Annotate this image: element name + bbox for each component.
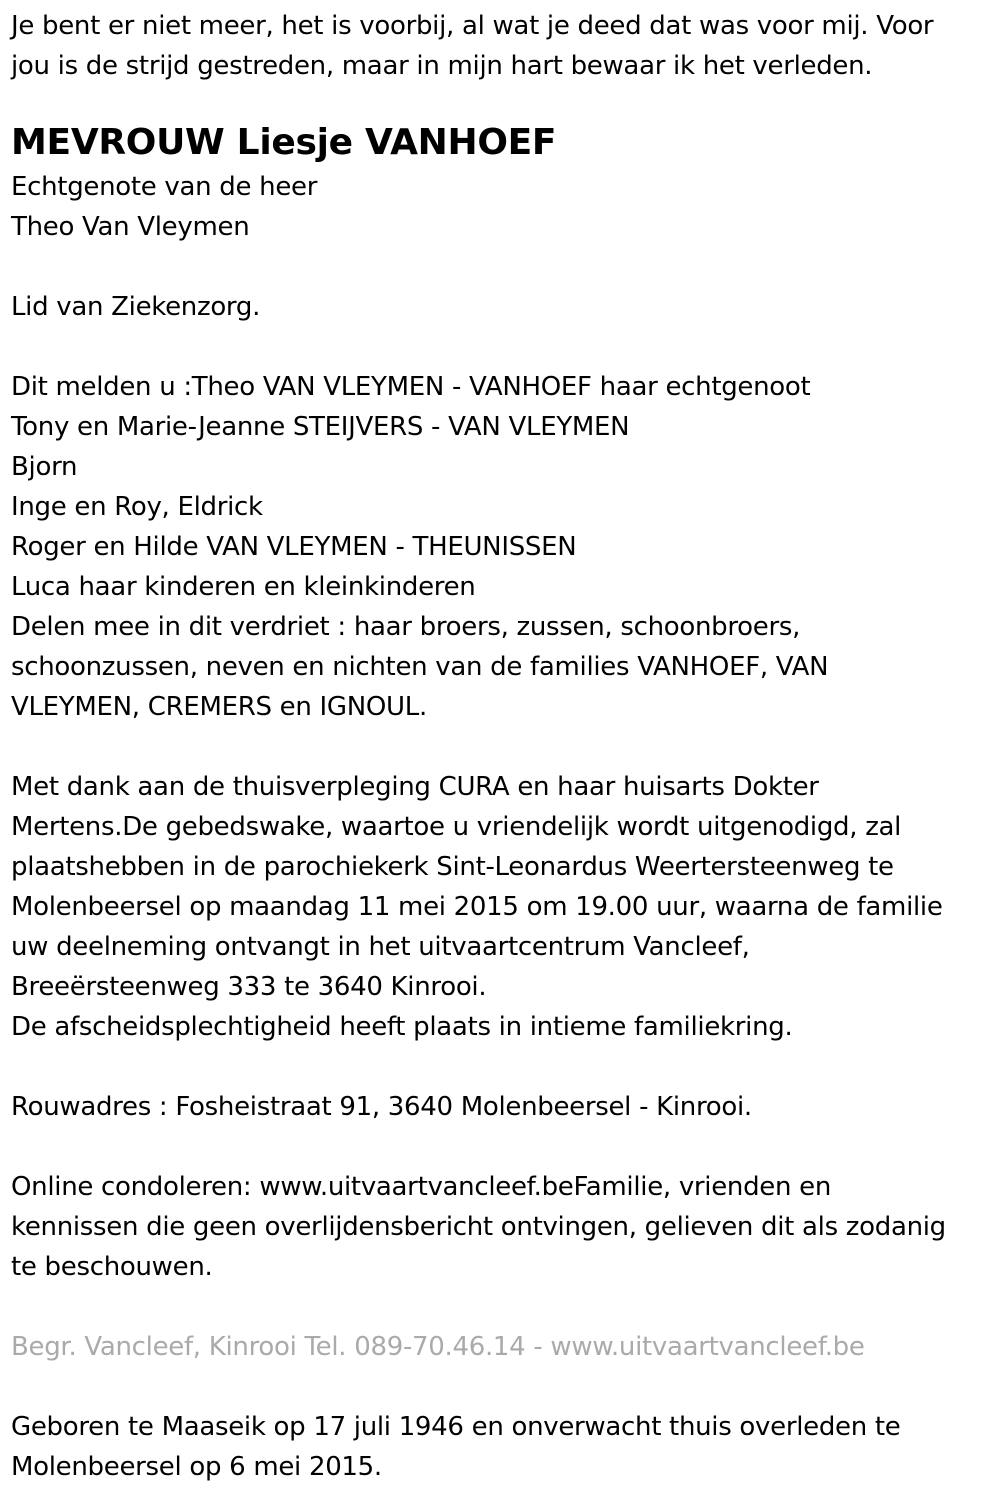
deceased-name: MEVROUW Liesje VANHOEF (11, 122, 557, 163)
ceremony-line: De afscheidsplechtigheid heeft plaats in intieme familiekring. (11, 1012, 793, 1042)
birth-line: Molenbeersel op 6 mei 2015. (11, 1452, 382, 1482)
online-line: Online condoleren: www.uitvaartvancleef.beFamilie, vrienden en (11, 1172, 832, 1202)
family-line: Dit melden u :Theo VAN VLEYMEN - VANHOEF haar echtgenoot (11, 372, 811, 402)
online-line: te beschouwen. (11, 1252, 213, 1282)
obituary-page (11, 6, 991, 1487)
funeral-home-contact: Begr. Vancleef, Kinrooi Tel. 089-70.46.14 - www.uitvaartvancleef.be (11, 1332, 865, 1362)
family-line: Luca haar kinderen en kleinkinderen (11, 572, 476, 602)
verse-line: jou is de strijd gestreden, maar in mijn hart bewaar ik het verleden. (11, 51, 873, 81)
spacer (11, 1127, 991, 1167)
spouse-info (11, 167, 991, 247)
family-line: Inge en Roy, Eldrick (11, 492, 263, 522)
birth-death-info (11, 1407, 991, 1487)
spacer (11, 1287, 991, 1327)
ceremony-line: Met dank aan de thuisverpleging CURA en haar huisarts Dokter (11, 772, 819, 802)
family-line: Tony en Marie-Jeanne STEIJVERS - VAN VLEYMEN (11, 412, 630, 442)
family-list (11, 367, 991, 727)
spouse-line: Theo Van Vleymen (11, 212, 250, 242)
online-condolence (11, 1167, 991, 1287)
ceremony-info (11, 767, 991, 1047)
spacer (11, 247, 991, 287)
ceremony-line: plaatshebben in de parochiekerk Sint-Leonardus Weertersteenweg te (11, 852, 894, 882)
family-line: Delen mee in dit verdriet : haar broers, zussen, schoonbroers, (11, 612, 801, 642)
ceremony-line: Mertens.De gebedswake, waartoe u vriendelijk wordt uitgenodigd, zal (11, 812, 902, 842)
verse (11, 6, 991, 86)
mourning-address: Rouwadres : Fosheistraat 91, 3640 Molenbeersel - Kinrooi. (11, 1092, 752, 1122)
spacer (11, 1367, 991, 1407)
online-line: kennissen die geen overlijdensbericht ontvingen, gelieven dit als zodanig (11, 1212, 946, 1242)
spacer (11, 327, 991, 367)
family-line: Bjorn (11, 452, 78, 482)
family-line: Roger en Hilde VAN VLEYMEN - THEUNISSEN (11, 532, 577, 562)
family-line: schoonzussen, neven en nichten van de families VANHOEF, VAN (11, 652, 829, 682)
spacer (11, 727, 991, 767)
family-line: VLEYMEN, CREMERS en IGNOUL. (11, 692, 427, 722)
ceremony-line: Molenbeersel op maandag 11 mei 2015 om 19.00 uur, waarna de familie (11, 892, 943, 922)
membership: Lid van Ziekenzorg. (11, 292, 261, 322)
verse-line: Je bent er niet meer, het is voorbij, al wat je deed dat was voor mij. Voor (11, 11, 934, 41)
spouse-line: Echtgenote van de heer (11, 172, 318, 202)
birth-line: Geboren te Maaseik op 17 juli 1946 en onverwacht thuis overleden te (11, 1412, 901, 1442)
ceremony-line: uw deelneming ontvangt in het uitvaartcentrum Vancleef, (11, 932, 750, 962)
ceremony-line: Breeërsteenweg 333 te 3640 Kinrooi. (11, 972, 487, 1002)
spacer (11, 1047, 991, 1087)
